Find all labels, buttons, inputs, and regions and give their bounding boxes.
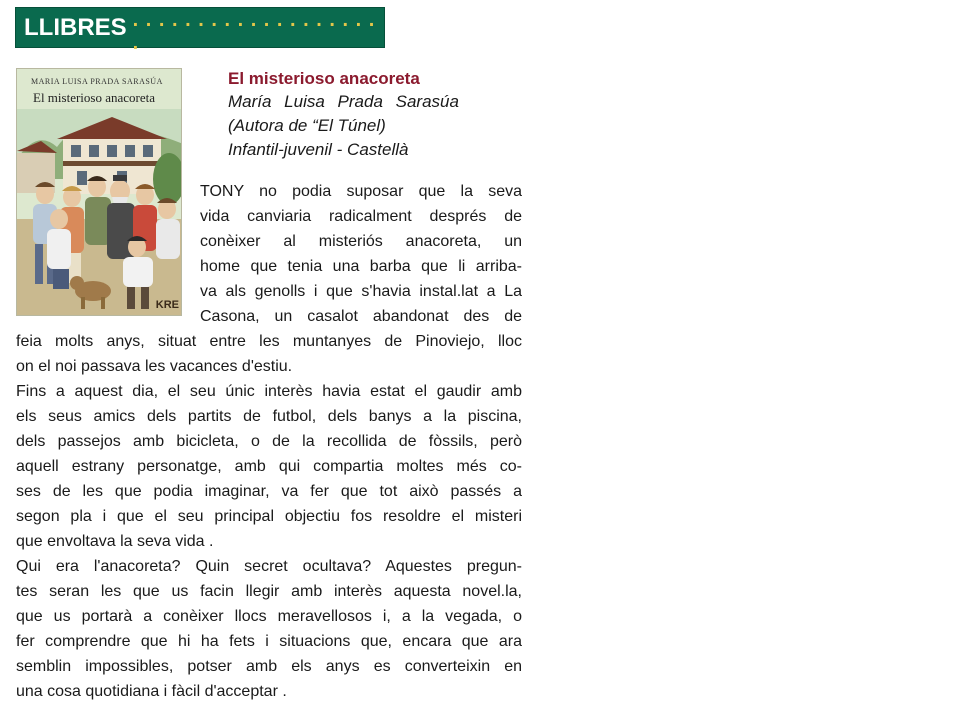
body-line: que us portarà a conèixer llocs meravellosos i, a la vegada, o [16, 608, 522, 625]
body-line: que envoltava la seva vida . [16, 533, 214, 550]
body-line: on el noi passava les vacances d'estiu. [16, 358, 293, 375]
body-line: aquell estrany personatge, amb qui compartia moltes més co- [16, 458, 522, 475]
body-line: ses de les que podia imaginar, va fer que tot això passés a [16, 483, 522, 500]
book-category: Infantil-juvenil - Castellà [228, 140, 409, 159]
body-line: TONY no podia suposar que la seva [200, 183, 522, 200]
cover-author: MARIA LUISA PRADA SARASÚA [31, 77, 163, 86]
book-title: El misterioso anacoreta [228, 69, 420, 88]
cover-publisher-logo: KRE [155, 299, 179, 311]
body-line: home que tenia una barba que li arriba- [200, 258, 522, 275]
section-dots: . . . . . . . . . . . . . . . . . . . . [132, 8, 376, 54]
body-line: conèixer al misteriós anacoreta, un [200, 233, 522, 250]
body-line: una cosa quotidiana i fàcil d'acceptar . [16, 683, 287, 700]
cover-illustration [17, 69, 182, 316]
body-line: segon pla i que el seu principal objectiu fos resoldre el misteri [16, 508, 522, 525]
body-line: Qui era l'anacoreta? Quin secret ocultava? Aquestes pregun- [16, 558, 522, 575]
body-line: semblin impossibles, potser amb els anys es converteixin en [16, 658, 522, 675]
body-line: Fins a aquest dia, el seu únic interès havia estat el gaudir amb [16, 383, 522, 400]
book-heading [228, 68, 528, 162]
body-line: Casona, un casalot abandonat des de [200, 308, 522, 325]
cover-title: El misterioso anacoreta [33, 90, 156, 105]
body-line: els seus amics dels partits de futbol, dels banys a la piscina, [16, 408, 522, 425]
book-note: (Autora de “El Túnel) [228, 116, 386, 135]
body-line: feia molts anys, situat entre les muntanyes de Pinoviejo, lloc [16, 333, 522, 350]
body-line: fer comprendre que hi ha fets i situacions que, encara que ara [16, 633, 522, 650]
book-author: María Luisa Prada Sarasúa [228, 92, 459, 111]
body-line: vida canviaria radicalment després de [200, 208, 522, 225]
body-line: tes seran les que us facin llegir amb interès aquesta novel.la, [16, 583, 522, 600]
section-banner [15, 7, 385, 54]
book-cover-image [16, 68, 182, 316]
section-title: LLIBRES [24, 13, 127, 41]
body-line: va als genolls i que s'havia instal.lat a La [200, 283, 522, 300]
body-line: dels passejos amb bicicleta, o de la recollida de fòssils, però [16, 433, 522, 450]
